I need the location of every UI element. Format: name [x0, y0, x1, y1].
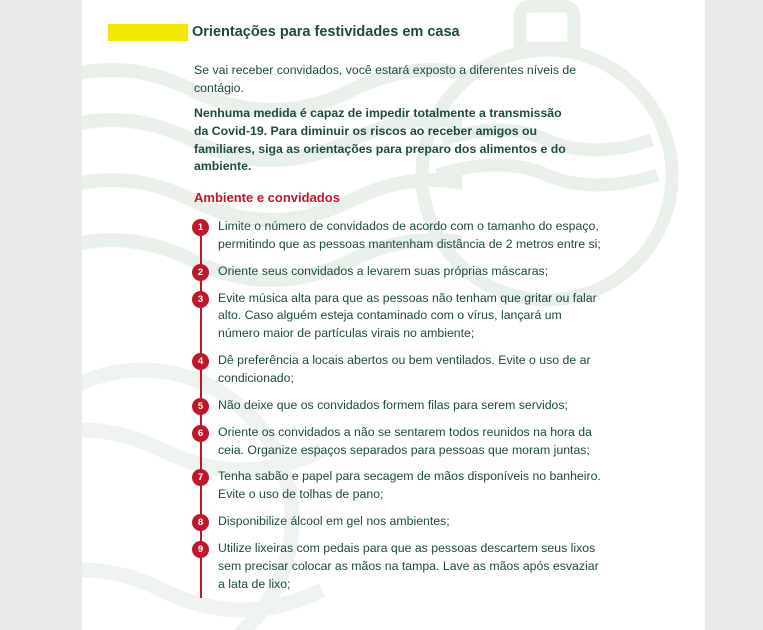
list-item-text: Utilize lixeiras com pedais para que as pessoas descartem seus lixos sem precisar colocar as mãos na tampa. Lave as mãos após esvaziar a lata de lixo; [218, 541, 599, 591]
list-item [192, 468, 692, 504]
list-item-number: 8 [192, 514, 209, 531]
list-item [192, 218, 692, 254]
list-item-number: 2 [192, 264, 209, 281]
intro-paragraph: Se vai receber convidados, você estará exposto a diferentes níveis de contágio. [194, 63, 577, 95]
list-item-text: Disponibilize álcool em gel nos ambientes; [218, 514, 450, 529]
title-highlight-bar [108, 24, 188, 41]
list-item-text: Limite o número de convidados de acordo com o tamanho do espaço, permitindo que as pessoas mantenham distância de 2 metros entre si; [218, 219, 601, 251]
page-title: Orientações para festividades em casa [192, 24, 460, 40]
list-item [192, 424, 692, 460]
guidelines-list [192, 218, 692, 603]
list-item-number: 7 [192, 469, 209, 486]
highlight-paragraph: Nenhuma medida é capaz de impedir totalmente a transmissão da Covid-19. Para diminuir os riscos ao receber amigos ou familiares, siga as orientações para preparo dos alimentos e do ambiente. [194, 106, 566, 174]
list-item-text: Oriente os convidados a não se sentarem todos reunidos na hora da ceia. Organize espaços separados para pessoas que moram juntas; [218, 424, 592, 457]
list-item-text: Não deixe que os convidados formem filas para serem servidos; [218, 397, 568, 412]
list-item [192, 540, 692, 593]
list-item-number: 5 [192, 398, 209, 415]
list-item-text: Dê preferência a locais abertos ou bem ventilados. Evite o uso de ar condicionado; [218, 353, 591, 385]
list-item [192, 290, 692, 343]
list-item [192, 352, 692, 388]
list-item [192, 513, 692, 531]
list-item-number: 9 [192, 541, 209, 558]
list-item-number: 1 [192, 219, 209, 236]
list-item [192, 397, 692, 415]
list-item [192, 263, 692, 281]
list-item-number: 6 [192, 425, 209, 442]
list-item-number: 4 [192, 353, 209, 370]
document-sheet [82, 0, 705, 630]
list-item-text: Evite música alta para que as pessoas não tenham que gritar ou falar alto. Caso alguém esteja contaminado com o vírus, lançará um número maior de partículas virais no ambiente; [218, 290, 597, 341]
list-item-text: Tenha sabão e papel para secagem de mãos disponíveis no banheiro. Evite o uso de tolhas de pano; [218, 469, 601, 502]
list-item-text: Oriente seus convidados a levarem suas próprias máscaras; [218, 263, 549, 278]
list-item-number: 3 [192, 291, 209, 308]
section-heading: Ambiente e convidados [194, 190, 340, 205]
